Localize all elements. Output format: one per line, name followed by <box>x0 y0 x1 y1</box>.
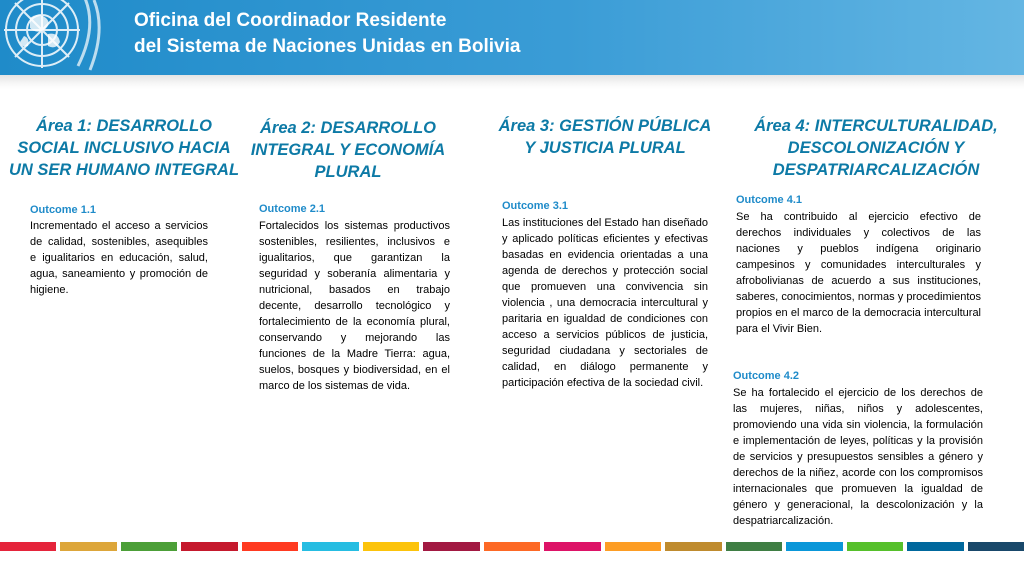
sdg-color-stripes <box>0 542 1024 551</box>
sdg-stripe-17 <box>968 542 1024 551</box>
sdg-stripe-3 <box>121 542 177 551</box>
outcome-4-1-text: Se ha contribuido al ejercicio efectivo de derechos individuales y colectivos de las naciones y pueblos indígena originario campesinos y comunidades interculturales y afrobolivianas de acuerdo a sus instituciones, saberes, conocimientos, normas y procedimientos propios en el marco de la democracia intercultural para el Vivir Bien. <box>736 211 981 335</box>
outcome-3-1-text: Las instituciones del Estado han diseñado y aplicado políticas eficientes y efectivas basadas en evidencia orientadas a una agenda de derechos y protección social que promueven una convivencia sin violencia , una democracia intercultural y paritaria en igualdad de condiciones con acceso a servicios públicos de justicia, seguridad ciudadana y sectoriales de calidad, en diálogo permanente y participación efectiva de la sociedad civil. <box>502 217 708 389</box>
sdg-stripe-10 <box>544 542 600 551</box>
outcome-1-1-text: Incrementado el acceso a servicios de calidad, sostenibles, asequibles e igualitarios en educación, salud, agua, saneamiento y promoción de higiene. <box>30 220 208 296</box>
outcome-4-2-text: Se ha fortalecido el ejercicio de los derechos de las mujeres, niñas, niños y adolescentes, promoviendo una vida sin violencia, la formulación e implementación de leyes, políticas y la provisión de servicios y presupuestos sensibles a género y derechos de la niñez, acorde con los compromisos internacionales que promueven la igualdad de género y generacional, la descolonización y la despatriarcalización. <box>733 387 983 527</box>
header-shadow <box>0 75 1024 89</box>
sdg-stripe-5 <box>242 542 298 551</box>
area-2-title: Área 2: DESARROLLO INTEGRAL Y ECONOMÍA PLURAL <box>250 119 446 181</box>
outcome-2-1-text: Fortalecidos los sistemas productivos sostenibles, resilientes, inclusivos e igualitarios, que garantizan la seguridad y soberanía alimentaria y nutricional, basados en trabajo decente, desarrollo tecnológico y fortalecimiento de la economía plural, conservando y mejorando las funciones de la Madre Tierra: agua, suelos, bosques y biodiversidad, en el marco de los sistemas de vida. <box>259 220 450 392</box>
outcome-4-1-label: Outcome 4.1 <box>736 194 803 206</box>
area-3-title: Área 3: GESTIÓN PÚBLICA Y JUSTICIA PLURAL <box>498 117 712 157</box>
area-4-title: Área 4: INTERCULTURALIDAD, DESCOLONIZACIÓN Y DESPATRIARCALIZACIÓN <box>754 117 998 179</box>
sdg-stripe-15 <box>847 542 903 551</box>
outcome-3-1-label: Outcome 3.1 <box>502 200 569 212</box>
sdg-stripe-9 <box>484 542 540 551</box>
sdg-stripe-7 <box>363 542 419 551</box>
sdg-stripe-12 <box>665 542 721 551</box>
sdg-stripe-1 <box>0 542 56 551</box>
sdg-stripe-4 <box>181 542 237 551</box>
un-emblem-icon <box>0 0 102 75</box>
sdg-stripe-8 <box>423 542 479 551</box>
sdg-stripe-6 <box>302 542 358 551</box>
sdg-stripe-16 <box>907 542 963 551</box>
sdg-stripe-11 <box>605 542 661 551</box>
header-title-line1: Oficina del Coordinador Residente <box>134 10 447 31</box>
sdg-stripe-2 <box>60 542 116 551</box>
outcome-2-1-label: Outcome 2.1 <box>259 203 326 215</box>
header-banner <box>0 0 1024 75</box>
sdg-stripe-13 <box>726 542 782 551</box>
outcome-4-2-label: Outcome 4.2 <box>733 370 800 382</box>
area-1-title: Área 1: DESARROLLO SOCIAL INCLUSIVO HACIA UN SER HUMANO INTEGRAL <box>8 117 240 179</box>
outcome-1-1-label: Outcome 1.1 <box>30 204 97 216</box>
header-title-line2: del Sistema de Naciones Unidas en Bolivia <box>134 36 521 57</box>
sdg-stripe-14 <box>786 542 842 551</box>
